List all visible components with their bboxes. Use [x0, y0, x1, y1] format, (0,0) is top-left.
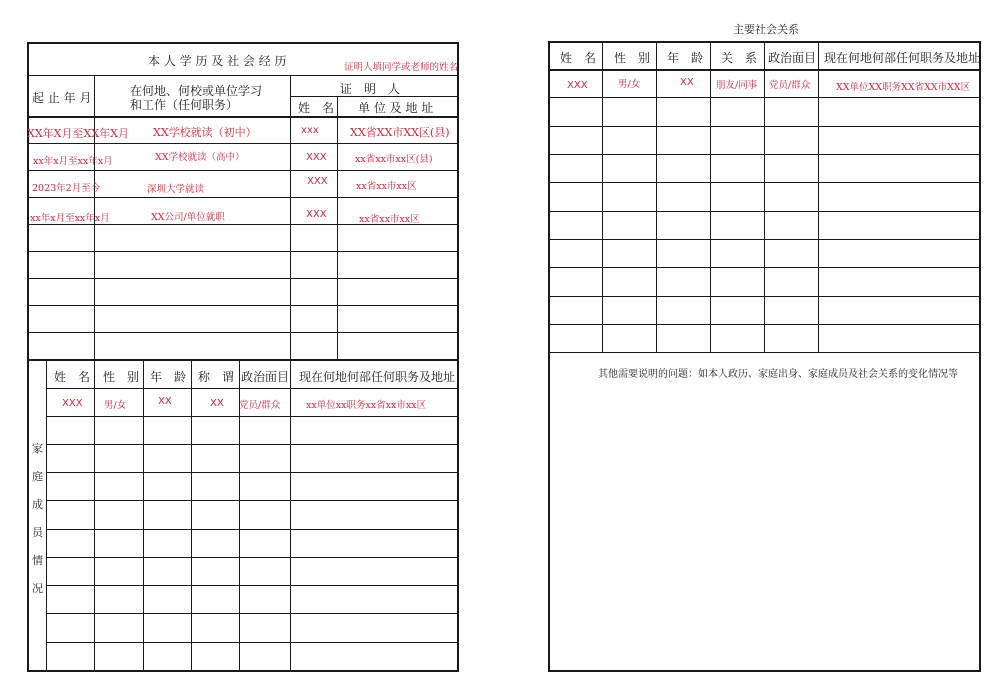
border-top — [27, 42, 459, 44]
row-line — [548, 211, 981, 212]
history-place: XX学校就读（高中） — [155, 152, 245, 163]
row-line — [548, 126, 981, 127]
social-header-gender: 性 别 — [614, 51, 651, 65]
history-note: 证明人填同学或老师的姓名 — [344, 62, 459, 73]
col-line — [764, 41, 765, 352]
border-right — [979, 41, 981, 672]
row-line — [46, 642, 459, 643]
family-politics: 党员/群众 — [239, 400, 281, 411]
row-line — [548, 324, 981, 325]
row-line — [290, 96, 459, 97]
col-line — [46, 360, 47, 672]
family-work: xx单位xx职务xx省xx市xx区 — [306, 400, 427, 411]
col-line — [656, 41, 657, 352]
row-line — [46, 613, 459, 614]
row-line — [46, 529, 459, 530]
row-line — [27, 359, 459, 361]
border-bottom — [548, 670, 981, 672]
social-title: 主要社会关系 — [733, 23, 799, 36]
col-line — [94, 360, 95, 672]
row-line — [27, 75, 459, 76]
border-left — [548, 41, 550, 672]
row-line — [46, 557, 459, 558]
social-age: XX — [680, 77, 694, 88]
row-line — [548, 239, 981, 240]
row-line — [548, 97, 981, 98]
history-witness-address: XX省XX市XX区(县) — [350, 126, 450, 139]
row-line — [46, 444, 459, 445]
family-header-work: 现在何地何部任何职务及地址 — [299, 370, 456, 384]
row-line — [27, 143, 459, 144]
family-side-label: 况 — [32, 582, 43, 595]
row-line — [548, 296, 981, 297]
history-period: xx年x月至xx年x月 — [30, 213, 110, 224]
history-witness-address: xx省xx市xx区 — [359, 214, 420, 225]
family-header-title: 称 谓 — [198, 370, 235, 384]
history-witness-name: XXX — [307, 176, 328, 187]
family-side-label: 情 — [32, 554, 43, 567]
col-line — [143, 360, 144, 672]
row-line — [46, 416, 459, 417]
family-side-label: 员 — [32, 526, 43, 539]
history-witness-name: xxx — [301, 125, 319, 136]
family-side-label: 家 — [32, 442, 43, 455]
family-header-gender: 性 别 — [103, 370, 140, 384]
col-line — [602, 41, 603, 352]
border-right — [457, 42, 459, 672]
history-place: XX公司/单位就职 — [151, 212, 225, 223]
social-relation: 朋友/同事 — [716, 80, 758, 91]
col-line — [337, 96, 338, 360]
row-line — [27, 332, 459, 333]
row-line — [46, 585, 459, 586]
family-gender: 男/女 — [104, 400, 127, 411]
header-witness-name: 姓 名 — [298, 101, 335, 115]
row-line — [548, 352, 981, 353]
history-witness-address: xx省xx市xx区(县) — [355, 154, 433, 165]
history-place: XX学校就读（初中） — [153, 126, 257, 139]
history-witness-name: XXX — [306, 152, 327, 163]
col-line — [191, 360, 192, 672]
history-period: XX年X月至XX年X月 — [27, 127, 129, 140]
other-notes-label: 其他需要说明的问题：如本人政历、家庭出身、家庭成员及社会关系的变化情况等 — [598, 369, 958, 380]
social-politics: 党员/群众 — [769, 80, 811, 91]
header-place: 在何地、何校或单位学习 — [130, 84, 263, 98]
history-period: xx年x月至xx年x月 — [33, 156, 113, 167]
row-line — [27, 116, 459, 118]
row-line — [548, 182, 981, 183]
header-witness-address: 单 位 及 地 址 — [358, 101, 434, 115]
family-side-label: 成 — [32, 498, 43, 511]
history-place: 深圳大学就读 — [147, 184, 205, 195]
history-witness-address: xx省xx市xx区 — [356, 181, 417, 192]
social-gender: 男/女 — [618, 79, 641, 90]
col-line — [290, 360, 291, 672]
col-line — [710, 41, 711, 352]
family-age: XX — [158, 396, 172, 407]
header-period: 起 止 年 月 — [32, 91, 92, 105]
social-work: XX单位XX职务XX省XX市XX区 — [836, 82, 971, 93]
history-witness-name: XXX — [306, 209, 327, 220]
row-line — [46, 500, 459, 501]
social-header-work: 现在何地何部任何职务及地址 — [824, 51, 981, 65]
family-header-politics: 政治面目 — [241, 370, 290, 384]
row-line — [548, 154, 981, 155]
row-line — [27, 170, 459, 171]
border-bottom — [27, 670, 459, 672]
social-name: XXX — [567, 80, 588, 91]
row-line — [27, 278, 459, 279]
family-title: XX — [210, 398, 224, 409]
social-header-relation: 关 系 — [721, 51, 758, 65]
family-header-name: 姓 名 — [54, 370, 91, 384]
family-name: XXX — [62, 398, 83, 409]
col-line — [290, 75, 291, 360]
row-line — [46, 388, 459, 389]
row-line — [27, 197, 459, 198]
social-header-name: 姓 名 — [560, 51, 597, 65]
col-line — [818, 41, 819, 352]
history-title: 本 人 学 历 及 社 会 经 历 — [148, 54, 287, 68]
history-period: 2023年2月至今 — [32, 183, 101, 194]
row-line — [27, 305, 459, 306]
row-line — [548, 69, 981, 71]
row-line — [27, 251, 459, 252]
row-line — [46, 472, 459, 473]
family-header-age: 年 龄 — [150, 370, 187, 384]
header-witness: 证 明 人 — [340, 82, 401, 96]
social-header-age: 年 龄 — [667, 51, 704, 65]
family-side-label: 庭 — [32, 470, 43, 483]
header-place-2: 和工作（任何职务） — [130, 98, 239, 112]
row-line — [548, 267, 981, 268]
social-header-politics: 政治面目 — [768, 51, 817, 65]
